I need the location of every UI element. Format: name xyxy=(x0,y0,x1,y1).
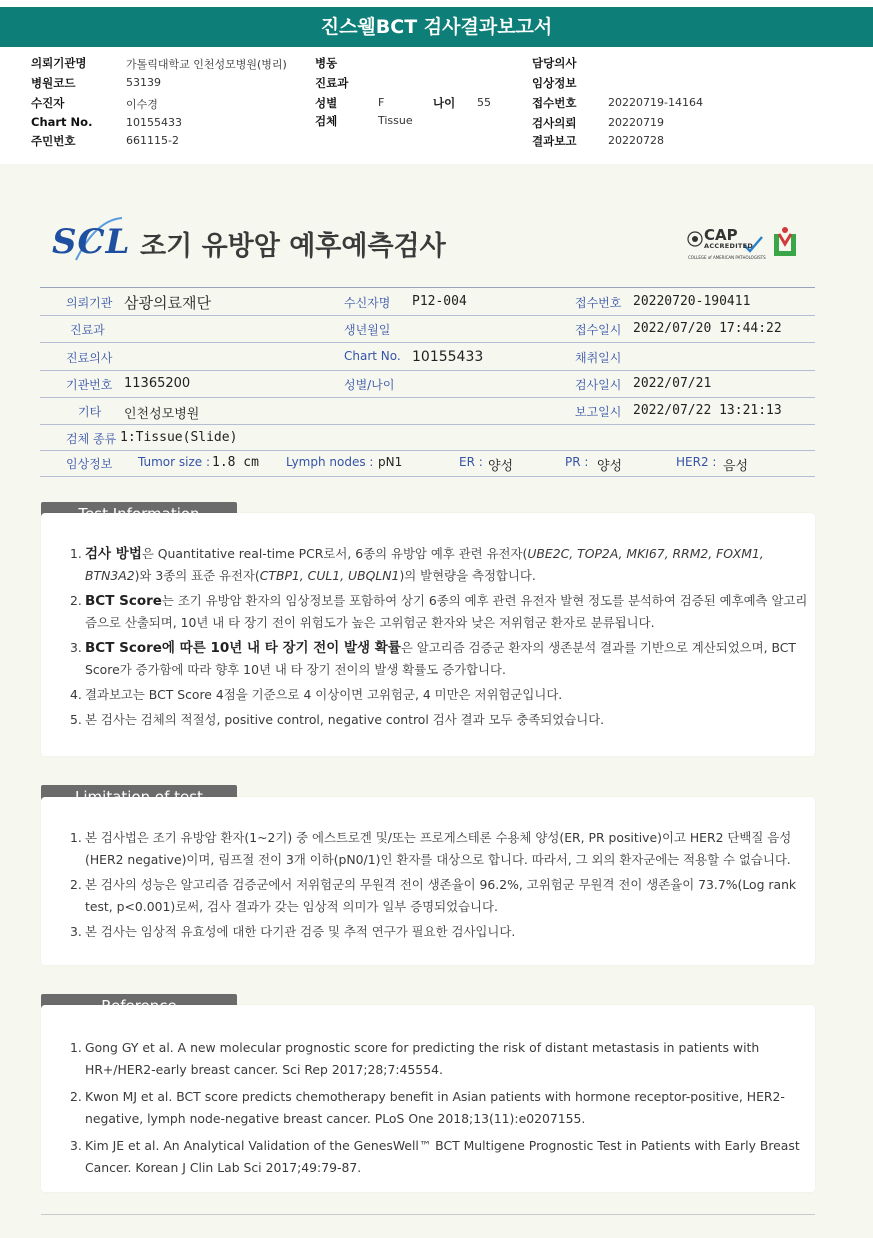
item-text: Kim JE et al. An Analytical Validation of the GenesWell™ BCT Multigene Prognostic Test in Patients with Early Breast Cancer. Korean J Clin Lab Sci 2017;49:79-87. xyxy=(85,1138,800,1175)
item-bold: 검사 방법 xyxy=(85,546,142,562)
header-label: 나이 xyxy=(433,96,456,110)
info-label: 검체 종류 xyxy=(66,432,117,446)
header-label: 진료과 xyxy=(315,76,349,90)
list-item xyxy=(70,874,815,918)
info-label: 의뢰기관 xyxy=(66,296,113,310)
info-value: 2022/07/20 17:44:22 xyxy=(633,321,782,336)
info-row xyxy=(40,315,815,343)
header-value: F xyxy=(378,96,385,109)
info-label: 수신자명 xyxy=(344,296,391,310)
item-number: 2. xyxy=(70,877,82,892)
info-label: 보고일시 xyxy=(575,405,622,419)
header-value: 가톨릭대학교 인천성모병원(병리) xyxy=(126,58,287,71)
info-row xyxy=(40,342,815,371)
header-label: 검체 xyxy=(315,114,338,128)
list-item xyxy=(70,1037,815,1081)
info-label: 접수번호 xyxy=(575,296,622,310)
item-number: 2. xyxy=(70,1089,82,1104)
limitation-panel xyxy=(41,797,815,965)
header-value: 20220719-14164 xyxy=(608,96,703,109)
header-label: 주민번호 xyxy=(31,134,76,148)
header-value: 10155433 xyxy=(126,116,182,129)
cap-college-text: COLLEGE of AMERICAN PATHOLOGISTS xyxy=(688,255,766,260)
list-item xyxy=(70,684,815,706)
banner-title: 진스웰BCT 검사결과보고서 xyxy=(320,16,553,38)
header-value: 55 xyxy=(477,96,491,109)
header-label: 담당의사 xyxy=(532,56,577,70)
item-number: 4. xyxy=(70,687,82,702)
gene-list: UBE2C, TOP2A, MKI67, RRM2, FOXM1, BTN3A2 xyxy=(85,546,764,583)
item-number: 2. xyxy=(70,593,82,608)
info-value: 인천성모병원 xyxy=(124,407,200,422)
report-banner xyxy=(0,7,873,47)
info-value: pN1 xyxy=(378,455,403,469)
header-label: 병동 xyxy=(315,56,338,70)
list-item xyxy=(70,543,815,587)
info-value: 20220720-190411 xyxy=(633,294,751,309)
lab-medicine-logo-icon xyxy=(772,226,798,258)
test-information-panel xyxy=(41,513,815,756)
info-row xyxy=(40,424,815,451)
info-label: ER : xyxy=(459,455,483,469)
header-label: 임상정보 xyxy=(532,76,577,90)
cap-accredited-text: ACCREDITED xyxy=(704,242,754,250)
report-title: 조기 유방암 예후예측검사 xyxy=(140,231,446,262)
info-value: 양성 xyxy=(488,459,514,474)
info-label: 기타 xyxy=(78,405,102,419)
header-value: 20220719 xyxy=(608,116,664,129)
list-item xyxy=(70,637,815,681)
item-number: 3. xyxy=(70,924,82,939)
item-text: 는 조기 유방암 환자의 임상정보를 포함하여 상기 6종의 예후 관련 유전자 발현 정도를 분석하여 검증된 예후예측 알고리즘으로 산출되며, 10년 내 타 장기 전이 위험도가 높은 고위험군 환자와 낮은 저위험군 환자로 분류됩니다. xyxy=(85,593,808,630)
info-value: 10155433 xyxy=(412,349,484,365)
header-label: Chart No. xyxy=(31,115,93,129)
info-label: 진료과 xyxy=(70,323,105,337)
info-label: HER2 : xyxy=(676,455,717,469)
list-item xyxy=(70,590,815,634)
header-value: 661115-2 xyxy=(126,134,179,147)
info-row xyxy=(40,288,815,316)
cap-logo-text: CAP xyxy=(704,226,738,244)
item-text: Gong GY et al. A new molecular prognostic score for predicting the risk of distant metastasis in patients with HR+/HER2-early breast cancer. Sci Rep 2017;28;7:45554. xyxy=(85,1040,760,1077)
header-label: 수진자 xyxy=(31,96,65,110)
header-label: 검사의뢰 xyxy=(532,116,577,130)
item-number: 1. xyxy=(70,546,82,561)
item-text: 본 검사법은 조기 유방암 환자(1~2기) 중 에스트로겐 및/또는 프로게스테론 수용체 양성(ER, PR positive)이고 HER2 단백질 음성(HER2 negative)이며, 림프절 전이 3개 이하(pN0/1)인 환자를 대상으로 합니다. 따라서, 그 외의 환자군에는 적용할 수 없습니다. xyxy=(85,830,792,867)
info-value: 1:Tissue(Slide) xyxy=(120,430,238,445)
info-label: Chart No. xyxy=(344,349,401,363)
header-label: 의뢰기관명 xyxy=(31,56,87,70)
info-label: 진료의사 xyxy=(66,351,113,365)
info-label: 생년월일 xyxy=(344,323,391,337)
footer-divider xyxy=(41,1214,815,1215)
item-text: 결과보고는 BCT Score 4점을 기준으로 4 이상이면 고위험군, 4 미만은 저위험군입니다. xyxy=(85,687,563,702)
scl-logo: SCL xyxy=(52,222,131,262)
item-text: )와 3종의 표준 유전자( xyxy=(134,568,260,583)
info-label: 임상정보 xyxy=(66,457,113,471)
item-text: Kwon MJ et al. BCT score predicts chemotherapy benefit in Asian patients with hormone receptor-positive, HER2-negative, lymph node-negative breast cancer. PLoS One 2018;13(11):e0207155. xyxy=(85,1089,785,1126)
item-bold: BCT Score xyxy=(85,593,162,609)
info-value: 2022/07/22 13:21:13 xyxy=(633,403,782,418)
info-label: 기관번호 xyxy=(66,378,113,392)
info-row xyxy=(40,370,815,398)
info-value: 양성 xyxy=(597,459,623,474)
info-row xyxy=(40,450,815,477)
list-item xyxy=(70,709,815,731)
item-number: 3. xyxy=(70,640,82,655)
header-value: Tissue xyxy=(378,114,413,127)
item-text: 은 알고리즘 검증군 환자의 생존분석 결과를 기반으로 계산되었으며, BCT Score가 증가함에 따라 향후 10년 내 타 장기 전이의 발생 확률도 증가합니다. xyxy=(85,640,796,677)
header-label: 결과보고 xyxy=(532,134,577,148)
header-label: 병원코드 xyxy=(31,76,76,90)
header-value: 20220728 xyxy=(608,134,664,147)
header-value: 53139 xyxy=(126,76,161,89)
header-label: 접수번호 xyxy=(532,96,577,110)
info-label: 채취일시 xyxy=(575,351,622,365)
report-page xyxy=(0,164,873,1238)
specimen-info-table xyxy=(40,287,815,476)
patient-header xyxy=(0,51,873,151)
item-text: 은 Quantitative real-time PCR로서, 6종의 유방암 예후 관련 유전자( xyxy=(141,546,528,561)
info-value: 음성 xyxy=(723,459,749,474)
info-value: 삼광의료재단 xyxy=(124,294,211,312)
list-item xyxy=(70,827,815,871)
info-value: 1.8 cm xyxy=(212,455,259,470)
info-label: Tumor size : xyxy=(138,455,211,469)
info-label: Lymph nodes : xyxy=(286,455,374,469)
info-label: 성별/나이 xyxy=(344,378,395,392)
item-number: 3. xyxy=(70,1138,82,1153)
info-label: 검사일시 xyxy=(575,378,622,392)
list-item xyxy=(70,1135,815,1179)
header-value: 이수경 xyxy=(126,98,158,111)
item-text: 본 검사는 임상적 유효성에 대한 다기관 검증 및 추적 연구가 필요한 검사입니다. xyxy=(85,924,516,939)
gene-list: CTBP1, CUL1, UBQLN1 xyxy=(259,568,400,583)
item-number: 1. xyxy=(70,1040,82,1055)
item-number: 1. xyxy=(70,830,82,845)
item-text: 본 검사는 검체의 적절성, positive control, negative control 검사 결과 모두 충족되었습니다. xyxy=(85,712,605,727)
info-row xyxy=(40,397,815,425)
item-text: )의 발현량을 측정합니다. xyxy=(399,568,536,583)
item-text: 본 검사의 성능은 알고리즘 검증군에서 저위험군의 무원격 전이 생존율이 96.2%, 고위험군 무원격 전이 생존율이 73.7%(Log rank test, p<0.001)로써, 검사 결과가 갖는 임상적 의미가 일부 증명되었습니다. xyxy=(85,877,797,914)
list-item xyxy=(70,921,815,943)
info-value: 2022/07/21 xyxy=(633,376,712,391)
reference-panel xyxy=(41,1005,815,1192)
info-label: PR : xyxy=(565,455,589,469)
info-value: 11365200 xyxy=(124,376,191,391)
item-number: 5. xyxy=(70,712,82,727)
item-bold: BCT Score에 따른 10년 내 타 장기 전이 발생 확률 xyxy=(85,640,401,656)
info-label: 접수일시 xyxy=(575,323,622,337)
info-value: P12-004 xyxy=(412,294,467,309)
list-item xyxy=(70,1086,815,1130)
header-label: 성별 xyxy=(315,96,338,110)
